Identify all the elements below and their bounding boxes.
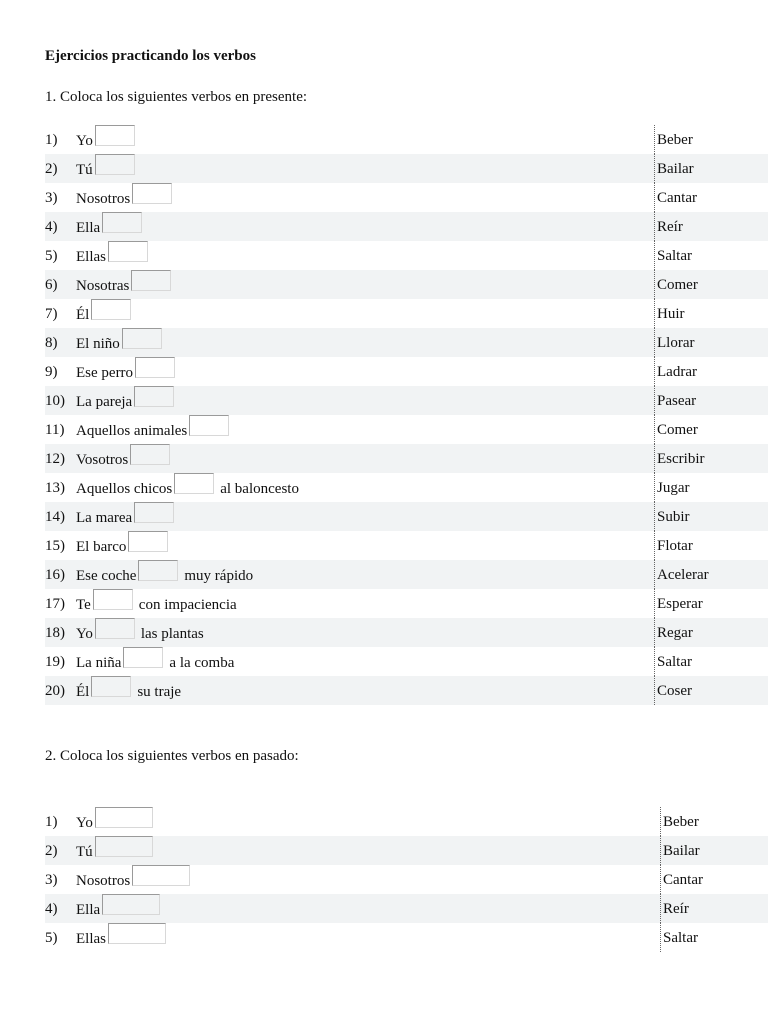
answer-input[interactable] bbox=[95, 807, 153, 828]
exercise-number: 19) bbox=[45, 654, 65, 670]
exercise-row bbox=[45, 647, 768, 676]
exercise-sentence bbox=[76, 618, 204, 647]
page-title: Ejercicios practicando los verbos bbox=[45, 48, 256, 64]
subject-text: Ella bbox=[76, 902, 101, 918]
verb-cell bbox=[654, 299, 768, 328]
exercise-row bbox=[45, 241, 768, 270]
subject-text: Ese perro bbox=[76, 365, 134, 381]
verb-cell bbox=[654, 415, 768, 444]
answer-input[interactable] bbox=[122, 328, 162, 349]
answer-input[interactable] bbox=[128, 531, 168, 552]
answer-input[interactable] bbox=[95, 618, 135, 639]
answer-input[interactable] bbox=[132, 865, 190, 886]
exercise-sentence bbox=[76, 125, 139, 154]
exercise-number: 5) bbox=[45, 248, 58, 264]
sentence-continuation: las plantas bbox=[140, 626, 204, 642]
exercise-list-present bbox=[45, 125, 768, 705]
verb-infinitive: Reír bbox=[657, 219, 683, 235]
verb-infinitive: Cantar bbox=[657, 190, 697, 206]
verb-cell bbox=[654, 357, 768, 386]
exercise-number: 1) bbox=[45, 814, 58, 830]
exercise-row bbox=[45, 125, 768, 154]
answer-input[interactable] bbox=[93, 589, 133, 610]
verb-infinitive: Jugar bbox=[657, 480, 690, 496]
exercise-row bbox=[45, 386, 768, 415]
subject-text: El barco bbox=[76, 539, 127, 555]
verb-infinitive: Reír bbox=[663, 901, 689, 917]
sentence-continuation: al baloncesto bbox=[220, 481, 299, 497]
exercise-row bbox=[45, 589, 768, 618]
subject-text: Tú bbox=[76, 844, 93, 860]
sentence-continuation: a la comba bbox=[169, 655, 235, 671]
subject-text: Nosotras bbox=[76, 278, 130, 294]
exercise-number: 6) bbox=[45, 277, 58, 293]
answer-input[interactable] bbox=[138, 560, 178, 581]
exercise-row bbox=[45, 560, 768, 589]
answer-input[interactable] bbox=[91, 676, 131, 697]
exercise-number: 3) bbox=[45, 190, 58, 206]
exercise-sentence bbox=[76, 589, 237, 618]
sentence-continuation: muy rápido bbox=[184, 568, 254, 584]
exercise-row bbox=[45, 183, 768, 212]
exercise-number: 16) bbox=[45, 567, 65, 583]
exercise-sentence bbox=[76, 502, 178, 531]
verb-cell bbox=[660, 923, 768, 952]
answer-input[interactable] bbox=[102, 894, 160, 915]
subject-text: Nosotros bbox=[76, 873, 131, 889]
exercise-sentence bbox=[76, 299, 135, 328]
verb-infinitive: Esperar bbox=[657, 596, 703, 612]
exercise-row bbox=[45, 923, 768, 952]
verb-infinitive: Ladrar bbox=[657, 364, 697, 380]
exercise-row bbox=[45, 836, 768, 865]
exercise-row bbox=[45, 473, 768, 502]
verb-infinitive: Acelerar bbox=[657, 567, 709, 583]
subject-text: Vosotros bbox=[76, 452, 129, 468]
verb-cell bbox=[654, 270, 768, 299]
exercise-sentence bbox=[76, 531, 172, 560]
verb-infinitive: Coser bbox=[657, 683, 692, 699]
exercise-sentence bbox=[76, 923, 170, 952]
verb-infinitive: Huir bbox=[657, 306, 685, 322]
answer-input[interactable] bbox=[108, 241, 148, 262]
subject-text: Él bbox=[76, 684, 90, 700]
answer-input[interactable] bbox=[135, 357, 175, 378]
exercise-row bbox=[45, 444, 768, 473]
verb-cell bbox=[654, 444, 768, 473]
answer-input[interactable] bbox=[174, 473, 214, 494]
verb-infinitive: Pasear bbox=[657, 393, 697, 409]
exercise-number: 18) bbox=[45, 625, 65, 641]
verb-infinitive: Subir bbox=[657, 509, 690, 525]
verb-cell bbox=[654, 473, 768, 502]
exercise-sentence bbox=[76, 357, 179, 386]
verb-infinitive: Escribir bbox=[657, 451, 705, 467]
exercise-number: 10) bbox=[45, 393, 65, 409]
exercise-row bbox=[45, 676, 768, 705]
verb-cell bbox=[660, 865, 768, 894]
exercise-row bbox=[45, 618, 768, 647]
exercise-row bbox=[45, 328, 768, 357]
sentence-continuation: con impaciencia bbox=[138, 597, 237, 613]
exercise-number: 4) bbox=[45, 901, 58, 917]
exercise-sentence bbox=[76, 865, 194, 894]
subject-text: Ellas bbox=[76, 249, 106, 265]
answer-input[interactable] bbox=[95, 125, 135, 146]
subject-text: Yo bbox=[76, 626, 93, 642]
verb-infinitive: Comer bbox=[657, 422, 698, 438]
exercise-row bbox=[45, 212, 768, 241]
answer-input[interactable] bbox=[95, 154, 135, 175]
exercise-sentence bbox=[76, 154, 139, 183]
subject-text: Nosotros bbox=[76, 191, 131, 207]
subject-text: El niño bbox=[76, 336, 120, 352]
verb-infinitive: Regar bbox=[657, 625, 693, 641]
subject-text: Ella bbox=[76, 220, 101, 236]
exercise-sentence bbox=[76, 894, 164, 923]
subject-text: La marea bbox=[76, 510, 133, 526]
answer-input[interactable] bbox=[134, 386, 174, 407]
subject-text: Aquellos chicos bbox=[76, 481, 173, 497]
verb-cell bbox=[660, 807, 768, 836]
verb-cell bbox=[654, 502, 768, 531]
exercise-number: 7) bbox=[45, 306, 58, 322]
exercise-number: 1) bbox=[45, 132, 58, 148]
exercise-number: 20) bbox=[45, 683, 65, 699]
verb-cell bbox=[654, 589, 768, 618]
exercise-sentence bbox=[76, 473, 299, 502]
verb-infinitive: Bailar bbox=[663, 843, 700, 859]
subject-text: Él bbox=[76, 307, 90, 323]
section-1-heading: 1. Coloca los siguientes verbos en presente: bbox=[45, 89, 308, 105]
exercise-sentence bbox=[76, 386, 178, 415]
exercise-row bbox=[45, 415, 768, 444]
verb-infinitive: Comer bbox=[657, 277, 698, 293]
verb-infinitive: Beber bbox=[663, 814, 699, 830]
verb-cell bbox=[654, 241, 768, 270]
verb-cell bbox=[654, 676, 768, 705]
exercise-sentence bbox=[76, 836, 157, 865]
exercise-list-past bbox=[45, 807, 768, 952]
verb-infinitive: Saltar bbox=[657, 248, 692, 264]
verb-infinitive: Bailar bbox=[657, 161, 694, 177]
verb-infinitive: Flotar bbox=[657, 538, 693, 554]
exercise-number: 13) bbox=[45, 480, 65, 496]
verb-cell bbox=[660, 894, 768, 923]
subject-text: Aquellos animales bbox=[76, 423, 188, 439]
answer-input[interactable] bbox=[134, 502, 174, 523]
section-2-heading: 2. Coloca los siguientes verbos en pasado: bbox=[45, 748, 299, 764]
subject-text: Yo bbox=[76, 815, 93, 831]
exercise-number: 17) bbox=[45, 596, 65, 612]
subject-text: La niña bbox=[76, 655, 122, 671]
sentence-continuation: su traje bbox=[137, 684, 182, 700]
exercise-row bbox=[45, 502, 768, 531]
answer-input[interactable] bbox=[108, 923, 166, 944]
verb-cell bbox=[654, 183, 768, 212]
exercise-number: 8) bbox=[45, 335, 58, 351]
verb-infinitive: Cantar bbox=[663, 872, 703, 888]
exercise-sentence bbox=[76, 241, 152, 270]
verb-cell bbox=[654, 531, 768, 560]
answer-input[interactable] bbox=[123, 647, 163, 668]
subject-text: Ese coche bbox=[76, 568, 137, 584]
subject-text: Ellas bbox=[76, 931, 106, 947]
answer-input[interactable] bbox=[95, 836, 153, 857]
exercise-row bbox=[45, 299, 768, 328]
subject-text: La pareja bbox=[76, 394, 133, 410]
exercise-sentence bbox=[76, 560, 253, 589]
answer-input[interactable] bbox=[102, 212, 142, 233]
exercise-row bbox=[45, 894, 768, 923]
verb-cell bbox=[654, 560, 768, 589]
verb-infinitive: Llorar bbox=[657, 335, 695, 351]
verb-infinitive: Beber bbox=[657, 132, 693, 148]
subject-text: Tú bbox=[76, 162, 93, 178]
exercise-number: 5) bbox=[45, 930, 58, 946]
exercise-number: 15) bbox=[45, 538, 65, 554]
verb-cell bbox=[654, 154, 768, 183]
answer-input[interactable] bbox=[132, 183, 172, 204]
exercise-number: 14) bbox=[45, 509, 65, 525]
subject-text: Te bbox=[76, 597, 91, 613]
exercise-row bbox=[45, 865, 768, 894]
exercise-number: 3) bbox=[45, 872, 58, 888]
exercise-sentence bbox=[76, 328, 166, 357]
verb-cell bbox=[654, 125, 768, 154]
exercise-sentence bbox=[76, 676, 181, 705]
answer-input[interactable] bbox=[131, 270, 171, 291]
exercise-row bbox=[45, 357, 768, 386]
exercise-row bbox=[45, 807, 768, 836]
verb-cell bbox=[654, 618, 768, 647]
exercise-row bbox=[45, 270, 768, 299]
exercise-row bbox=[45, 154, 768, 183]
exercise-number: 4) bbox=[45, 219, 58, 235]
verb-cell bbox=[660, 836, 768, 865]
exercise-sentence bbox=[76, 183, 176, 212]
exercise-number: 9) bbox=[45, 364, 58, 380]
exercise-sentence bbox=[76, 415, 233, 444]
verb-cell bbox=[654, 328, 768, 357]
exercise-number: 2) bbox=[45, 161, 58, 177]
answer-input[interactable] bbox=[91, 299, 131, 320]
exercise-number: 11) bbox=[45, 422, 65, 438]
verb-cell bbox=[654, 212, 768, 241]
exercise-number: 12) bbox=[45, 451, 65, 467]
verb-cell bbox=[654, 647, 768, 676]
exercise-sentence bbox=[76, 270, 175, 299]
exercise-sentence bbox=[76, 444, 174, 473]
subject-text: Yo bbox=[76, 133, 93, 149]
answer-input[interactable] bbox=[130, 444, 170, 465]
answer-input[interactable] bbox=[189, 415, 229, 436]
verb-infinitive: Saltar bbox=[663, 930, 698, 946]
exercise-number: 2) bbox=[45, 843, 58, 859]
exercise-sentence bbox=[76, 807, 157, 836]
verb-infinitive: Saltar bbox=[657, 654, 692, 670]
exercise-sentence bbox=[76, 647, 234, 676]
exercise-sentence bbox=[76, 212, 146, 241]
exercise-row bbox=[45, 531, 768, 560]
verb-cell bbox=[654, 386, 768, 415]
